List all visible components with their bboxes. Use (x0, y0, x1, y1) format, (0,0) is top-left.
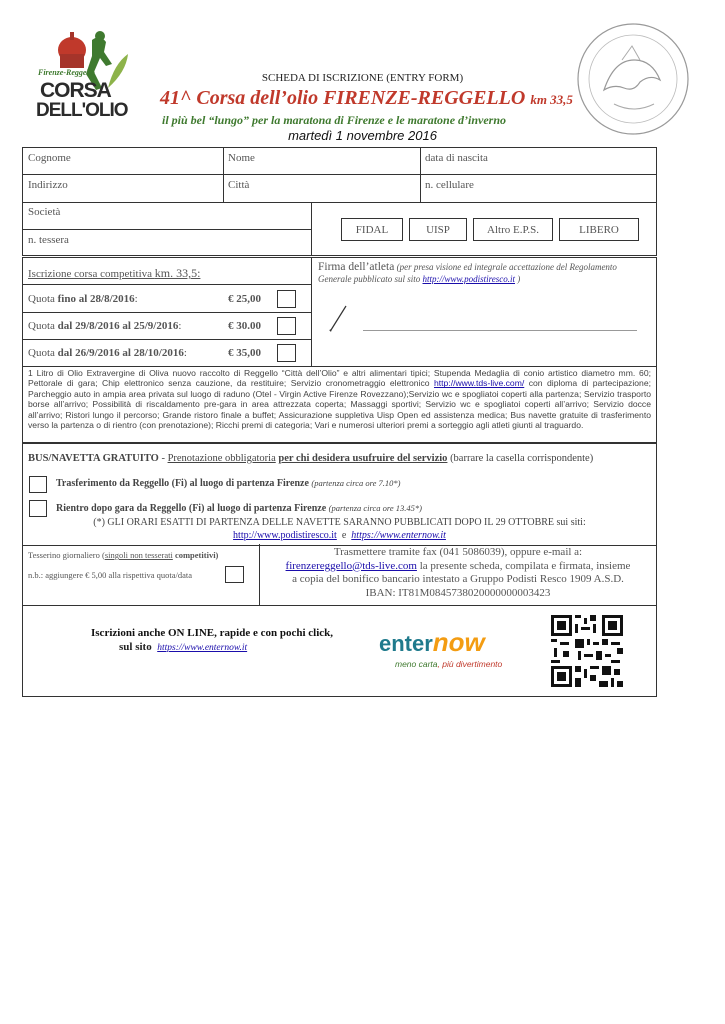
enternow-link[interactable]: https://www.enternow.it (351, 530, 446, 541)
card-number-field[interactable]: n. tessera (28, 234, 69, 246)
event-subtitle: il più bel “lungo” per la maratona di Firenze e le maratone d’inverno (162, 113, 507, 127)
signature-label-block (318, 261, 648, 285)
registration-label-text: Iscrizione corsa competitiva (28, 268, 153, 280)
logo-top-text: Firenze-Reggello (38, 68, 95, 77)
bus-option-2-time: (partenza circa ore 13.45*) (328, 503, 422, 513)
bus-heading-line (28, 453, 593, 464)
registration-table (22, 257, 657, 367)
submission-line2: la presente scheda, compilata e firmata, insieme (419, 559, 631, 572)
cognome-field[interactable]: Cognome (28, 152, 71, 164)
online-line2: sul sito (119, 641, 152, 653)
bus-option-1-checkbox[interactable] (29, 476, 47, 493)
bus-dash: - (158, 453, 168, 464)
services-text-2: con diploma di partecipazione; Parcheggio auto in ampia area privata sul luogo di raduno (Otel - Virgin Active Firenze Rovezzano);Servizio wc e spogliatoi coperti alla partenza; Servizio trasporto borse all’arrivo; Possibilità di riscaldamento pre-gara in area attrezzata coperta; Massaggi sportivi; Servizio wc e spogliatoi coperti all’arrivo; Servizio docce all’arrivo; Ristori lungo il percorso; Grande ristoro finale a buffet; Assicurazione suppletiva Uisp Open ed assistenza medica; Bus navette gratuite di trasferimento verso la partenza o di rientro (con prenotazione); Ricchi premi di categoria; Vari e numerosi ulteriori premi a sorteggio agli atleti giunti al traguardo. (28, 378, 651, 431)
fidal-label: FIDAL (355, 223, 389, 236)
form-title: SCHEDA DI ISCRIZIONE (ENTRY FORM) (261, 72, 464, 84)
quota-period: dal 26/9/2016 al 28/10/2016 (57, 347, 184, 359)
bus-option-2-label: Rientro dopo gara da Reggello (Fi) al luogo di partenza Firenze (56, 503, 327, 514)
daily-pass-checkbox[interactable] (225, 566, 244, 583)
address-field[interactable]: Indirizzo (28, 179, 68, 191)
services-box (22, 365, 657, 443)
enternow-tagline (395, 659, 502, 669)
nome-field[interactable]: Nome (228, 152, 255, 164)
bus-option-1-time: (partenza circa ore 7.10*) (311, 478, 401, 488)
event-title-text: 41^ Corsa dell’olio FIRENZE-REGGELLO (160, 87, 526, 109)
tagline-b: , più divertimento (437, 659, 503, 669)
uisp-option[interactable] (409, 218, 467, 241)
quota-period: dal 29/8/2016 al 25/9/2016 (57, 320, 179, 332)
signature-pen-icon (328, 304, 348, 337)
registration-label (28, 266, 200, 281)
bus-notice: (*) GLI ORARI ESATTI DI PARTENZA DELLE NAVETTE SARANNO PUBBLICATI DOPO IL 29 OTTOBRE sui siti: (93, 517, 586, 528)
tds-live-link[interactable]: http://www.tds-live.com/ (433, 378, 525, 389)
submission-line1: Trasmettere tramite fax (041 5086039), oppure e-mail a: (333, 546, 583, 558)
bus-option-1-label: Trasferimento da Reggello (Fi) al luogo di partenza Firenze (56, 478, 309, 489)
bus-instruction: (barrare la casella corrispondente) (450, 453, 594, 464)
daily-pass-a: Tesserino giornaliero ( (28, 550, 105, 560)
submission-email-line (263, 560, 653, 574)
signature-label: Firma dell’atleta (318, 261, 395, 273)
quota-prefix: Quota (28, 320, 55, 332)
enternow-brand-b: now (432, 627, 485, 657)
online-line2-block (119, 641, 247, 653)
uisp-label: UISP (426, 223, 450, 236)
quota-period: fino al 28/8/2016 (57, 293, 135, 305)
bus-option-2-checkbox[interactable] (29, 500, 47, 517)
qr-code-icon (551, 615, 623, 687)
podistiresco-link[interactable]: http://www.podistiresco.it (233, 530, 337, 541)
event-distance: km 33,5 (530, 92, 573, 107)
enternow-logo (379, 627, 485, 658)
signature-note: (per presa visione ed integrale accettazione del Regolamento Generale pubblicato sul sito (318, 262, 617, 284)
quota-row-3: Quota dal 26/9/2016 al 28/10/2016: (28, 347, 187, 359)
daily-pass-b: singoli non tesserati (104, 550, 173, 560)
submission-text (263, 546, 653, 600)
submission-line3: a copia del bonifico bancario intestato a Gruppo Podisti Resco 1909 A.S.D. (292, 573, 624, 585)
services-description (28, 368, 651, 430)
altro-eps-label: Altro E.P.S. (487, 223, 539, 236)
services-text-1: 1 Litro di Olio Extravergine di Oliva nuovo raccolto di Reggello “Città dell’Olio” e altri alimentari tipici; Stupenda Medaglia di conio artistico diametro mm. 60; Pettorale di gara; Chip elettronico senza cauzione, da restituire; Servizio cronometraggio elettronico (28, 368, 651, 389)
event-date: martedì 1 novembre 2016 (288, 128, 437, 143)
tagline-a: meno carta (395, 659, 438, 669)
bus-who: per chi desidera usufruire del servizio (278, 453, 448, 464)
quota-prefix: Quota (28, 293, 55, 305)
logo-line1: CORSA (40, 79, 111, 102)
quota-price: € 25,00 (228, 293, 261, 305)
submission-iban: IBAN: IT81M0845738020000000003423 (365, 586, 551, 599)
libero-option[interactable] (559, 218, 639, 241)
quota-price: € 30.00 (228, 320, 261, 332)
bus-links (23, 530, 656, 541)
bus-option-1 (56, 478, 401, 489)
libero-label: LIBERO (579, 223, 619, 236)
quota-2-checkbox[interactable] (277, 317, 296, 335)
daily-pass-c: competitivi) (172, 550, 219, 560)
enternow-brand-a: enter (379, 631, 433, 656)
club-field[interactable]: Società (28, 206, 61, 218)
signature-line[interactable] (363, 330, 637, 331)
signature-link[interactable]: http://www.podistiresco.it (422, 274, 516, 284)
fidal-option[interactable] (341, 218, 403, 241)
submission-email[interactable]: firenzereggello@tds-live.com (285, 559, 417, 572)
event-title (160, 87, 573, 110)
quota-row-1: Quota fino al 28/8/2016: (28, 293, 138, 305)
registration-distance: km. 33,5: (154, 266, 201, 280)
online-box (22, 605, 657, 697)
quota-prefix: Quota (28, 347, 55, 359)
online-line1: Iscrizioni anche ON LINE, rapide e con pochi click, (91, 627, 333, 639)
mobile-field[interactable]: n. cellulare (425, 179, 474, 191)
bus-and: e (341, 530, 347, 541)
signature-close: ) (517, 274, 521, 284)
online-link[interactable]: https://www.enternow.it (157, 643, 248, 653)
quota-price: € 35,00 (228, 347, 261, 359)
bus-heading: BUS/NAVETTA GRATUITO (28, 453, 159, 464)
quota-1-checkbox[interactable] (277, 290, 296, 308)
bus-box (22, 443, 657, 546)
daily-pass-label (28, 550, 218, 560)
daily-pass-note: n.b.: aggiungere € 5,00 alla rispettiva quota/data (28, 570, 193, 580)
city-field[interactable]: Città (228, 179, 250, 191)
quota-3-checkbox[interactable] (277, 344, 296, 362)
quota-row-2: Quota dal 29/8/2016 al 25/9/2016: (28, 320, 182, 332)
logo-line2: DELL'OLIO (36, 100, 128, 121)
bus-option-2 (56, 503, 422, 514)
altro-eps-option[interactable] (473, 218, 553, 241)
birthdate-field[interactable]: data di nascita (425, 152, 488, 164)
bus-booking: Prenotazione obbligatoria (167, 453, 276, 464)
submission-box (22, 544, 657, 606)
